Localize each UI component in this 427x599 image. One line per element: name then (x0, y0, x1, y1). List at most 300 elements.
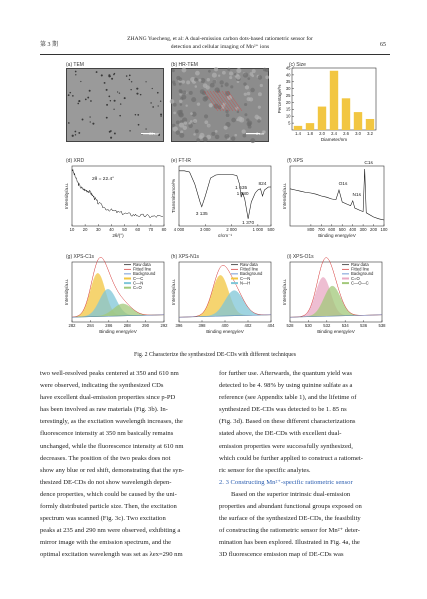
c-xtick-label: 2.6 (343, 131, 349, 136)
c-bar (342, 98, 350, 130)
body-right-column (219, 368, 387, 562)
tem-particle (106, 104, 108, 106)
d-xrd-curve (72, 169, 163, 217)
tem-particle (101, 74, 103, 76)
tem-particle (114, 133, 116, 135)
f-xps-curve (290, 169, 384, 220)
g-legend-entry: C—N (133, 280, 144, 286)
text-line: have excellent dual-emission properties since p-PD (40, 394, 176, 402)
hrtem-grain (229, 76, 232, 79)
d-xtick-label: 80 (161, 227, 167, 232)
hrtem-grain (200, 89, 205, 94)
running-title-line2: detection and cellular imaging of Mn²⁺ ions (170, 44, 270, 50)
e-ylabel: Transmittance/% (171, 178, 176, 214)
tem-particle (136, 88, 138, 90)
e-peak-label: 824 (258, 182, 267, 188)
tem-particle (129, 130, 130, 131)
panel-label-i: (i) XPS-O1s (287, 254, 314, 260)
hrtem-grain (185, 104, 187, 106)
hrtem-grain (173, 103, 177, 107)
tem-particle (145, 128, 146, 129)
text-line: ric sensor for the specific analytes. (219, 466, 311, 474)
hrtem-grain (199, 133, 204, 138)
text-line: stated above, the DE-CDs with excellent dual- (219, 430, 342, 438)
hrtem-grain (241, 129, 245, 133)
d-axes-frame (72, 166, 164, 226)
hrtem-grain (180, 103, 182, 105)
hrtem-grain (197, 102, 200, 105)
tem-particle (117, 91, 118, 92)
tem-particle (87, 97, 89, 99)
tem-particle (78, 132, 80, 134)
d-xtick-label: 60 (135, 227, 141, 232)
tem-particle (74, 131, 76, 133)
c-ytick-label: 15 (285, 106, 291, 112)
f-xtick-label: 200 (370, 227, 378, 232)
hrtem-grain (189, 91, 193, 95)
figure-caption: Fig. 2 Characterize the synthesized DE-CDs with different techniques (134, 352, 296, 358)
hrtem-grain (178, 112, 183, 117)
tem-particle (80, 81, 81, 82)
d-xtick-label: 10 (69, 227, 75, 232)
tem-particle (96, 71, 98, 73)
g-legend-entry: C=O (133, 285, 142, 290)
i-xtick-label: 530 (304, 323, 312, 328)
hrtem-grain (179, 123, 184, 128)
hrtem-grain (244, 113, 247, 116)
hrtem-grain (215, 135, 220, 140)
hrtem-grain (213, 80, 217, 84)
i-xtick-label: 534 (341, 323, 349, 328)
hrtem-grain (249, 72, 253, 76)
d-xtick-label: 30 (95, 227, 101, 232)
text-line: mination has been explored. Illustrated in Fig. 4a, the (219, 539, 360, 547)
hrtem-grain (179, 133, 184, 138)
tem-scalebar: 20 nm (149, 132, 159, 136)
hrtem-grain (236, 75, 241, 80)
f-xlabel: Binding energy/eV (318, 233, 356, 238)
hrtem-grain (182, 68, 187, 73)
f-ylabel: Intensity/a.u. (282, 182, 287, 210)
tem-particle (82, 119, 84, 121)
i-legend-entry: C—O—C (351, 280, 369, 286)
f-xtick-label: 100 (380, 227, 388, 232)
xps-c1s-chart (58, 259, 168, 345)
hrtem-grain (208, 70, 211, 73)
tem-particle (106, 117, 108, 119)
g-xtick-label: 282 (68, 323, 76, 328)
tem-particle (75, 71, 77, 73)
xps-survey-chart (276, 163, 388, 248)
hrtem-scalebar: 2 nm (256, 132, 264, 136)
hrtem-grain (231, 118, 236, 123)
tem-particle (113, 74, 115, 76)
xps-o1s-chart (276, 259, 388, 345)
f-xtick-label: 800 (307, 227, 315, 232)
hrtem-grain (188, 122, 190, 124)
hrtem-grain (184, 121, 187, 124)
c-bar (306, 123, 314, 130)
c-bar (366, 119, 374, 130)
panel-label-e: (e) FT-IR (171, 158, 191, 164)
hrtem-grain (248, 123, 251, 126)
xps-n1s-chart (165, 259, 275, 345)
hrtem-grain (247, 77, 250, 80)
g-xtick-label: 292 (160, 323, 168, 328)
text-line: reference (see Appendix table 1), and the lifetime of (219, 394, 357, 402)
hrtem-grain (230, 85, 233, 88)
hrtem-grain (255, 115, 260, 120)
f-peak-label: C1s (364, 161, 373, 167)
text-line: 3D fluorescence emission map of DE-CDs was (219, 551, 344, 559)
hrtem-grain (191, 97, 196, 102)
e-axes-frame (179, 166, 271, 226)
hrtem-grain (195, 71, 200, 76)
hrtem-grain (225, 110, 228, 113)
text-line: thesized DE-CDs do not show wavelength depen- (40, 478, 172, 486)
tem-particle (104, 82, 106, 84)
panel-label-a: (a) TEM (66, 62, 84, 68)
text-line: which could be further applied to construct a ratiomet- (219, 454, 363, 462)
f-xtick-label: 500 (338, 227, 346, 232)
hrtem-grain (245, 85, 249, 89)
hrtem-grain (242, 134, 246, 138)
tem-particle (119, 115, 121, 117)
hrtem-grain (231, 136, 235, 140)
h-legend-entry: Raw data (240, 262, 258, 267)
d-xtick-label: 40 (109, 227, 114, 232)
hrtem-grain (176, 76, 180, 80)
i-legend-entry: Raw data (351, 262, 369, 267)
hrtem-grain (179, 83, 182, 86)
c-xtick-label: 1.8 (307, 131, 313, 136)
hrtem-grain (234, 73, 236, 75)
c-bar (318, 107, 326, 130)
e-peak-label: 3 135 (195, 212, 208, 218)
tem-particle (138, 124, 140, 126)
d-ylabel: Intensity/a.u. (64, 182, 69, 210)
tem-particle (89, 90, 91, 92)
tem-particle (89, 116, 90, 117)
f-xtick-label: 600 (328, 227, 336, 232)
g-legend-entry: Raw data (133, 262, 151, 267)
hrtem-grain (214, 67, 218, 71)
hrtem-grain (222, 71, 226, 75)
hrtem-grain (204, 114, 208, 118)
h-xtick-label: 400 (221, 323, 229, 328)
text-line: mirror image with the emission spectrum, and the (40, 539, 172, 547)
hrtem-grain (196, 138, 200, 142)
tem-particle (75, 134, 76, 135)
g-legend-entry: C—C (133, 275, 144, 281)
header-rule (40, 54, 390, 55)
hrtem-grain (193, 119, 197, 123)
h-legend-entry: N—H (240, 280, 251, 286)
hrtem-grain (199, 79, 202, 82)
d-xtick-label: 50 (122, 227, 127, 232)
text-line: peaks at 235 and 290 nm were observed, exhibiting a (40, 527, 181, 535)
d-xtick-label: 20 (82, 227, 88, 232)
hrtem-grain (181, 80, 185, 84)
h-xtick-label: 398 (198, 323, 206, 328)
h-ylabel: Intensity/a.u. (171, 278, 176, 306)
c-ytick-label: 30 (285, 86, 291, 92)
i-legend-entry: C=O (351, 275, 360, 281)
text-line: were observed, indicating the synthesized CDs (40, 382, 164, 390)
hrtem-grain (243, 72, 248, 77)
lattice-fringe (207, 91, 221, 111)
g-xlabel: Binding energy/eV (99, 329, 137, 334)
c-ytick-label: 25 (285, 92, 291, 98)
tem-particle (157, 92, 159, 94)
e-xtick-label: 1 000 (252, 227, 264, 232)
text-line: has been involved as raw materials (Fig. 3b). In- (40, 406, 168, 414)
tem-particle (129, 75, 131, 77)
g-xtick-label: 286 (105, 323, 113, 328)
e-xtick-label: 4 000 (173, 227, 185, 232)
f-peak-label: N1s (352, 193, 362, 198)
text-line: fluorescence intensity at 350 nm basically remains (40, 430, 174, 438)
journal-issue: 第 3 期 (40, 42, 59, 48)
e-peak-label: 1 635 (235, 185, 248, 191)
hrtem-grain (247, 92, 251, 96)
c-ytick-label: 10 (285, 113, 291, 119)
d-xtick-label: 70 (148, 227, 154, 232)
hrtem-grain (249, 97, 253, 101)
hrtem-grain (190, 112, 193, 115)
hrtem-grain (215, 130, 218, 133)
panel-label-f: (f) XPS (287, 158, 304, 164)
body-left-column (40, 368, 208, 562)
e-xlabel: σ/cm⁻¹ (217, 233, 233, 238)
g-xtick-label: 288 (123, 323, 131, 328)
text-line: show any blue or red shift, demonstrating that the syn- (40, 466, 184, 474)
tem-particle (85, 98, 87, 100)
hrtem-grain (225, 82, 229, 86)
tem-particle (69, 92, 71, 94)
g-legend-entry: Background (133, 271, 156, 277)
text-line: two well-resolved peaks centered at 350 and 610 nm (40, 370, 179, 377)
panel-label-d: (d) XRD (66, 158, 85, 164)
panel-label-h: (h) XPS-N1s (171, 254, 200, 260)
hrtem-grain (180, 90, 183, 93)
tem-particle (131, 81, 132, 82)
tem-particle (158, 105, 159, 106)
i-xlabel: Binding energy/eV (317, 329, 355, 334)
tem-particle (136, 93, 138, 95)
hrtem-grain (212, 73, 217, 78)
hrtem-grain (244, 103, 247, 106)
hrtem-grain (211, 132, 215, 136)
tem-particle (114, 100, 116, 102)
tem-particle (108, 74, 110, 76)
e-peak-label: 1 580 (236, 191, 249, 197)
tem-particle (119, 92, 120, 93)
f-xtick-label: 700 (317, 227, 325, 232)
hrtem-grain (226, 113, 230, 117)
hrtem-image (171, 68, 269, 142)
c-bar (294, 126, 302, 130)
text-line: dence properties, which could be caused by the uni- (40, 490, 177, 498)
tem-particles (67, 69, 163, 141)
hrtem-grain (227, 68, 230, 71)
hrtem-grain (224, 126, 228, 130)
e-xtick-label: 500 (267, 227, 275, 232)
c-ytick-label: 40 (285, 72, 291, 78)
tem-particle (77, 103, 79, 105)
tem-particle (160, 113, 162, 115)
c-xlabel: Diameter/nm (320, 137, 348, 142)
hrtem-grain (186, 80, 190, 84)
hrtem-grain (220, 80, 224, 84)
e-xtick-label: 2 000 (226, 227, 237, 232)
c-ytick-label: 45 (285, 65, 291, 71)
tem-particle (109, 131, 111, 133)
tem-particle (68, 122, 70, 124)
h-xtick-label: 396 (175, 323, 183, 328)
hrtem-grain (194, 78, 198, 82)
text-line: spectrum was scanned (Fig. 3c). Two excitation (40, 515, 166, 523)
c-bar (330, 71, 338, 130)
hrtem-grain (170, 99, 175, 104)
text-line: (Fig. 3d). Based on these different characterizations (219, 418, 356, 426)
tem-particle (120, 103, 121, 104)
f-xtick-label: 300 (359, 227, 367, 232)
tem-particle (150, 102, 151, 103)
hrtem-grain (257, 119, 261, 123)
g-legend-entry: Fitted line (133, 266, 152, 272)
tem-particle (68, 94, 70, 96)
hrtem-grain (179, 99, 183, 103)
tem-particle (152, 88, 153, 89)
hrtem-grain (204, 120, 208, 124)
hrtem-grain (195, 129, 199, 133)
tem-particle (92, 123, 94, 125)
g-xtick-label: 290 (142, 323, 150, 328)
size-histogram (276, 64, 384, 150)
g-ylabel: Intensity/a.u. (64, 278, 69, 306)
hrtem-grain (265, 68, 269, 72)
text-line: decreases. The position of the two peaks does not (40, 454, 171, 462)
c-ytick-label: 35 (285, 79, 291, 85)
tem-image (66, 68, 164, 142)
c-xtick-label: 3.2 (367, 131, 373, 136)
hrtem-grain (260, 84, 263, 87)
tem-particle (160, 100, 161, 101)
hrtem-grain (234, 134, 237, 137)
e-peak-label: 1 370 (242, 221, 255, 227)
panel-label-b: (b) HR-TEM (171, 62, 198, 68)
tem-particle (106, 89, 108, 91)
d-annotation: 2θ = 22.4° (92, 177, 115, 182)
f-peak-label: O1s (338, 182, 348, 188)
page-number: 65 (380, 42, 386, 48)
tem-particle (110, 137, 112, 139)
h-xlabel: Binding energy/eV (206, 329, 244, 334)
i-legend-entry: Fitted line (351, 266, 370, 272)
tem-particle (130, 89, 131, 90)
hrtem-grain (176, 130, 180, 134)
hrtem-grain (258, 75, 263, 80)
c-bar (354, 112, 362, 130)
text-line: properties and abundant functional groups exposed on (219, 503, 362, 511)
text-line: formly distributed particle size. Then, the excitation (40, 503, 177, 511)
hrtem-grain (215, 87, 220, 92)
tem-particle (75, 74, 76, 75)
hrtem-grain (236, 68, 241, 73)
hrtem-grain (250, 138, 255, 143)
e-ftir-curve (179, 171, 271, 219)
text-line: terestingly, as the excitation wavelength increases, the (40, 418, 183, 426)
hrtem-grain (229, 71, 233, 75)
hrtem-grain (218, 75, 220, 77)
tem-particle (129, 79, 130, 80)
c-ytick-label: 20 (285, 99, 291, 105)
text-line: emission properties were successfully synthesized, (219, 442, 353, 450)
c-ytick-label: 5 (288, 120, 291, 126)
tem-particle (111, 78, 113, 80)
h-xtick-label: 402 (244, 323, 252, 328)
hrtem-lattice (172, 69, 268, 141)
text-line: unchanged, while the fluorescence intensity at 610 nm (40, 442, 184, 450)
tem-particle (90, 121, 91, 122)
c-xtick-label: 2.4 (331, 131, 337, 136)
c-ylabel: Percentage/% (277, 84, 282, 114)
panel-label-g: (g) XPS-C1s (66, 254, 95, 260)
text-line: Based on the superior intrinsic dual-emission (231, 490, 351, 498)
hrtem-grain (173, 111, 176, 114)
text-line: for further use. Afterwards, the quantum yield was (219, 370, 353, 377)
h-xtick-label: 404 (267, 323, 275, 328)
section-heading: 2. 3 Constructing Mn²⁺-specific ratiometric sensor (219, 478, 353, 486)
h-legend-entry: Background (240, 271, 263, 277)
i-xtick-label: 536 (360, 323, 368, 328)
hrtem-grain (239, 117, 244, 122)
hrtem-grain (209, 103, 213, 107)
tem-particle (110, 100, 111, 101)
i-peak-C—O—C (290, 286, 382, 317)
i-xtick-label: 532 (323, 323, 331, 328)
tem-particle (140, 94, 142, 96)
tem-particle (72, 135, 74, 137)
i-xtick-label: 538 (378, 323, 386, 328)
tem-particle (152, 106, 154, 108)
hrtem-grain (176, 121, 180, 125)
hrtem-grain (193, 133, 196, 136)
f-xtick-label: 400 (349, 227, 357, 232)
tem-particle (124, 97, 126, 99)
tem-particle (137, 114, 139, 116)
hrtem-grain (225, 91, 230, 96)
hrtem-grain (224, 134, 229, 139)
hrtem-grain (206, 85, 210, 89)
text-line: the surface of the synthesized DE-CDs, the feasibility (219, 515, 361, 523)
hrtem-grain (207, 78, 210, 81)
tem-particle (108, 96, 110, 98)
ftir-chart (165, 163, 275, 248)
lattice-fringe (225, 91, 239, 111)
c-xtick-label: 2.0 (319, 131, 325, 136)
i-ylabel: Intensity/a.u. (282, 278, 287, 306)
text-line: detected to be 4. 98% by using quinine sulfate as a (219, 382, 353, 390)
panel-label-c: (c) Size (289, 62, 306, 68)
hrtem-grain (195, 85, 198, 88)
hrtem-grain (258, 106, 261, 109)
xrd-chart (58, 163, 168, 248)
hrtem-grain (183, 90, 187, 94)
hrtem-grain (265, 75, 269, 79)
d-xlabel: 2θ/(°) (112, 233, 124, 238)
